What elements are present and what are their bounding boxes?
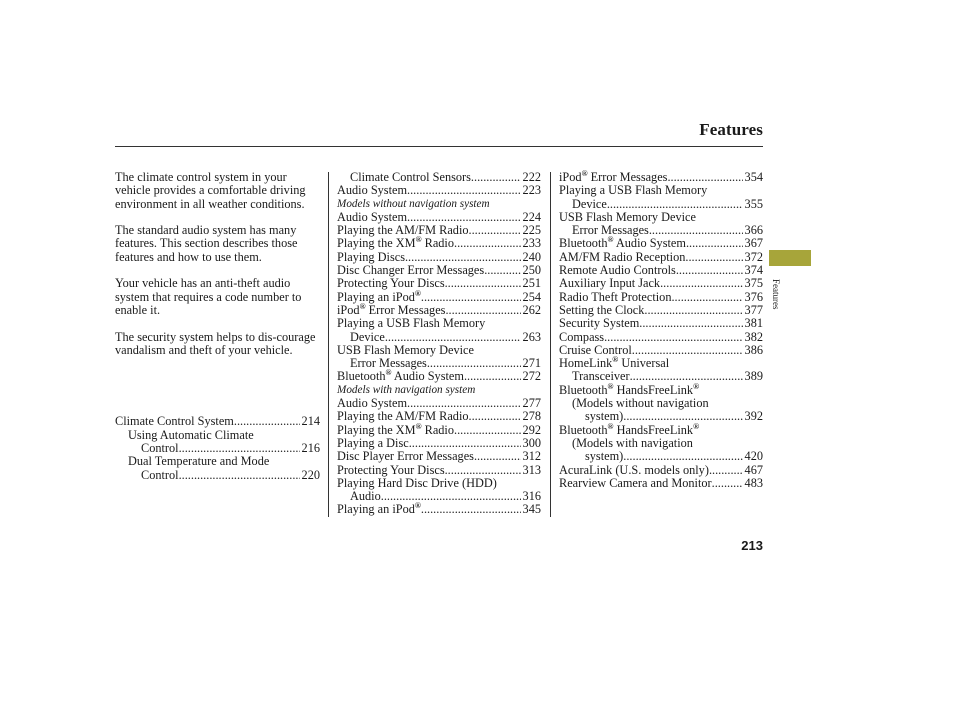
toc-entry[interactable]: AM/FM Radio Reception ..... 372: [559, 251, 763, 264]
intro-paragraph: Your vehicle has an anti-theft audio system that requires a code number to enable it.: [115, 276, 302, 317]
section-tab-label: Features: [771, 279, 781, 310]
toc-entry[interactable]: Remote Audio Controls ..... 374: [559, 264, 763, 277]
column-divider: [550, 172, 551, 517]
toc-entry[interactable]: Audio ..... 316: [337, 490, 541, 503]
toc-entry[interactable]: Climate Control Sensors ..... 222: [337, 171, 541, 184]
toc-entry[interactable]: Device ..... 355: [559, 198, 763, 211]
toc-entry[interactable]: Playing Hard Disc Drive (HDD): [337, 475, 497, 490]
toc-entry[interactable]: Climate Control System ..... 214: [115, 415, 320, 428]
toc-column: [559, 168, 763, 490]
intro-column: [115, 171, 320, 482]
page-number: 213: [741, 538, 763, 553]
toc-entry[interactable]: Control ..... 216: [115, 442, 320, 455]
toc-entry[interactable]: Playing a USB Flash Memory: [559, 183, 708, 198]
toc-entry[interactable]: Playing the AM/FM Radio ..... 278: [337, 410, 541, 423]
toc-entry[interactable]: Bluetooth® Audio System ..... 272: [337, 370, 541, 383]
toc-entry[interactable]: iPod® Error Messages ..... 354: [559, 171, 763, 184]
toc-entry[interactable]: Audio System ..... 277: [337, 397, 541, 410]
header-rule: [115, 146, 763, 147]
toc-entry[interactable]: Setting the Clock ..... 377: [559, 304, 763, 317]
toc-entry[interactable]: system) ..... 420: [559, 450, 763, 463]
toc-entry[interactable]: Cruise Control ..... 386: [559, 344, 763, 357]
toc-entry[interactable]: Error Messages ..... 366: [559, 224, 763, 237]
toc-entry[interactable]: Dual Temperature and Mode: [128, 454, 270, 469]
toc-entry[interactable]: Protecting Your Discs ..... 251: [337, 277, 541, 290]
toc-entry[interactable]: AcuraLink (U.S. models only) ..... 467: [559, 464, 763, 477]
toc-column: [337, 171, 541, 517]
toc-entry[interactable]: Bluetooth® Audio System ..... 367: [559, 237, 763, 250]
toc-entry[interactable]: Compass ..... 382: [559, 331, 763, 344]
section-tab: [769, 250, 811, 266]
toc-entry[interactable]: Disc Player Error Messages ..... 312: [337, 450, 541, 463]
toc-entry[interactable]: Playing the XM® Radio ..... 233: [337, 237, 541, 250]
intro-paragraph: The standard audio system has many features. This section describes those features and how to use them.: [115, 223, 298, 264]
toc-entry[interactable]: Rearview Camera and Monitor ..... 483: [559, 477, 763, 490]
toc-entry[interactable]: Playing a USB Flash Memory: [337, 316, 486, 331]
section-note: Models with navigation system: [337, 383, 476, 396]
page-title: Features: [699, 120, 763, 139]
toc-entry[interactable]: USB Flash Memory Device: [337, 342, 474, 357]
toc-entry[interactable]: USB Flash Memory Device: [559, 209, 696, 224]
toc-entry[interactable]: Radio Theft Protection ..... 376: [559, 291, 763, 304]
toc-entry[interactable]: Bluetooth® HandsFreeLink®: [559, 421, 700, 437]
toc-entry[interactable]: HomeLink® Universal: [559, 355, 670, 371]
toc-entry[interactable]: Playing the AM/FM Radio ..... 225: [337, 224, 541, 237]
toc-entry[interactable]: system) ..... 392: [559, 410, 763, 423]
toc-entry[interactable]: Bluetooth® HandsFreeLink®: [559, 381, 700, 397]
toc-entry[interactable]: Device ..... 263: [337, 331, 541, 344]
toc-entry[interactable]: (Models without navigation: [572, 396, 709, 411]
toc-entry[interactable]: Error Messages ..... 271: [337, 357, 541, 370]
intro-paragraph: The climate control system in your vehicle provides a comfortable driving environment in all weather conditions.: [115, 170, 306, 211]
column-divider: [328, 172, 329, 517]
toc-entry[interactable]: Disc Changer Error Messages ..... 250: [337, 264, 541, 277]
toc-entry[interactable]: Audio System ..... 223: [337, 184, 541, 197]
toc-entry[interactable]: Auxiliary Input Jack ..... 375: [559, 277, 763, 290]
toc-entry[interactable]: Playing the XM® Radio ..... 292: [337, 424, 541, 437]
toc-entry[interactable]: Audio System ..... 224: [337, 211, 541, 224]
toc-entry[interactable]: Security System ..... 381: [559, 317, 763, 330]
toc-entry[interactable]: Using Automatic Climate: [128, 427, 254, 442]
intro-paragraph: The security system helps to dis-courage vandalism and theft of your vehicle.: [115, 329, 316, 357]
toc-entry[interactable]: Playing an iPod® ..... 345: [337, 503, 541, 516]
toc-entry[interactable]: (Models with navigation: [572, 435, 693, 450]
toc-entry[interactable]: Playing an iPod® ..... 254: [337, 291, 541, 304]
toc-entry[interactable]: Transceiver ..... 389: [559, 370, 763, 383]
toc-entry[interactable]: iPod® Error Messages ..... 262: [337, 304, 541, 317]
toc-entry[interactable]: Playing a Disc ..... 300: [337, 437, 541, 450]
toc-entry[interactable]: Playing Discs ..... 240: [337, 251, 541, 264]
toc-entry[interactable]: Protecting Your Discs ..... 313: [337, 464, 541, 477]
section-note: Models without navigation system: [337, 197, 490, 210]
toc-entry[interactable]: Control ..... 220: [115, 469, 320, 482]
